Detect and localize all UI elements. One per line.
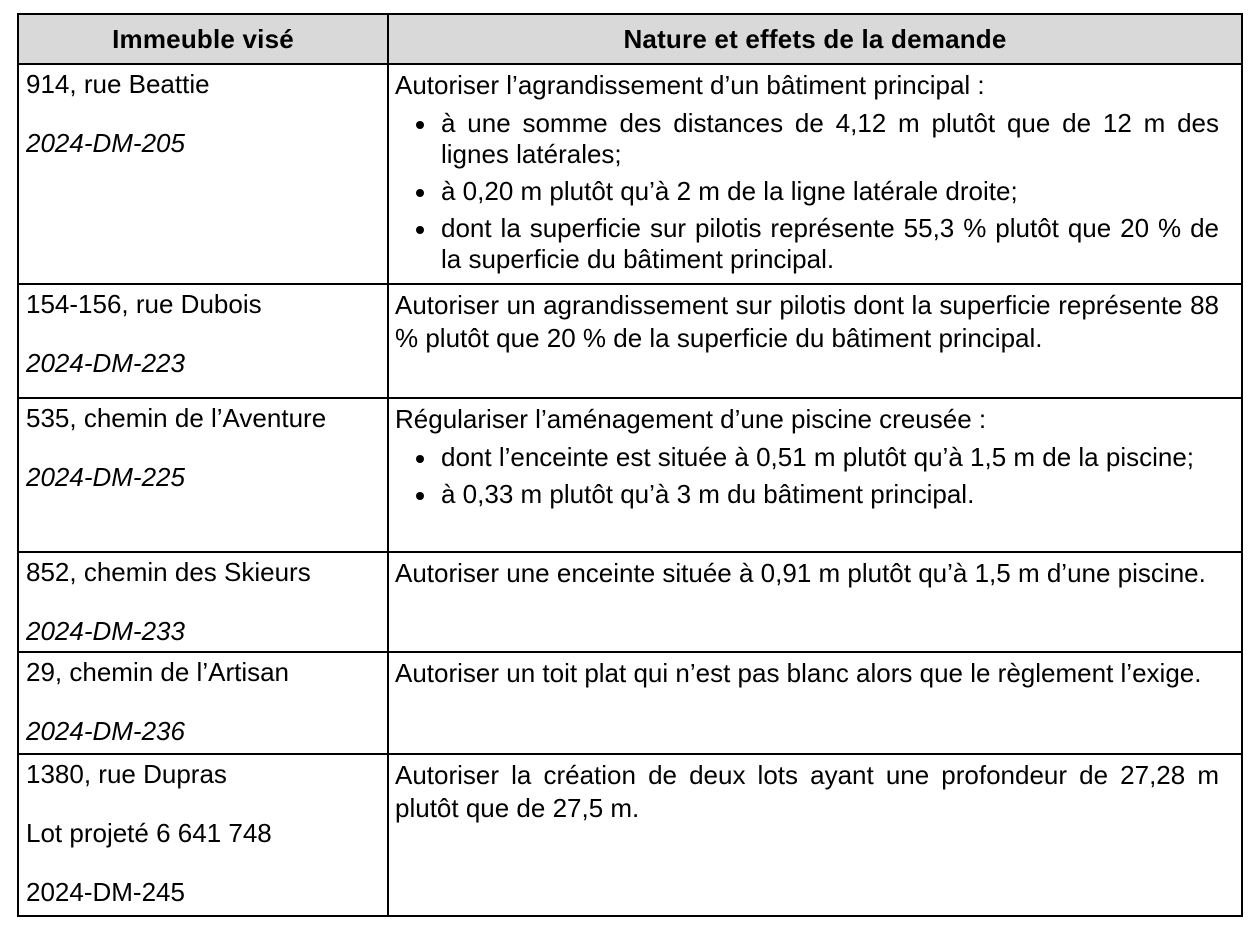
condition-item: à 0,33 m plutôt qu’à 3 m du bâtiment principal. <box>441 479 1219 510</box>
table-row <box>18 652 1242 754</box>
file-reference: 2024-DM-233 <box>26 616 185 646</box>
table-row <box>18 64 1242 284</box>
immeuble-cell <box>18 64 388 284</box>
demande-intro: Autoriser un toit plat qui n’est pas blanc alors que le règlement l’exige. <box>395 658 1202 688</box>
demande-cell <box>388 64 1242 284</box>
header-immeuble-vise: Immeuble visé <box>18 14 388 64</box>
table-row <box>18 754 1242 916</box>
header-nature-effets: Nature et effets de la demande <box>388 14 1242 64</box>
header-row <box>18 14 1242 64</box>
condition-item: dont la superficie sur pilotis représente 55,3 % plutôt que 20 % de la superficie du bâtiment principal. <box>441 213 1219 274</box>
immeuble-cell <box>18 754 388 916</box>
demande-cell <box>388 398 1242 552</box>
demande-intro: Autoriser une enceinte située à 0,91 m plutôt qu’à 1,5 m d’une piscine. <box>395 558 1206 588</box>
condition-list <box>395 108 1219 275</box>
immeuble-cell <box>18 398 388 552</box>
immeuble-cell <box>18 552 388 652</box>
condition-item: dont l’enceinte est située à 0,51 m plutôt qu’à 1,5 m de la piscine; <box>441 442 1219 473</box>
demande-intro: Autoriser l’agrandissement d’un bâtiment principal : <box>395 70 985 100</box>
file-reference: 2024-DM-223 <box>26 348 185 378</box>
demande-intro: Autoriser la création de deux lots ayant une profondeur de 27,28 m plutôt que de 27,5 m. <box>395 760 1219 823</box>
demande-intro: Autoriser un agrandissement sur pilotis dont la superficie représente 88 % plutôt que 20 % de la superficie du bâtiment principal. <box>395 290 1219 353</box>
demande-cell <box>388 284 1242 398</box>
address: 535, chemin de l’Aventure <box>26 403 327 433</box>
file-reference: 2024-DM-205 <box>26 128 185 158</box>
demande-cell <box>388 552 1242 652</box>
demande-cell <box>388 754 1242 916</box>
condition-item: à une somme des distances de 4,12 m plutôt que de 12 m des lignes latérales; <box>441 108 1219 169</box>
file-reference: 2024-DM-236 <box>26 716 185 746</box>
address: 914, rue Beattie <box>26 69 210 99</box>
demande-cell <box>388 652 1242 754</box>
table-row <box>18 552 1242 652</box>
file-reference: 2024-DM-225 <box>26 462 185 492</box>
table-row <box>18 398 1242 552</box>
immeuble-cell <box>18 652 388 754</box>
condition-item: à 0,20 m plutôt qu’à 2 m de la ligne latérale droite; <box>441 176 1219 207</box>
address: 852, chemin des Skieurs <box>26 557 311 587</box>
condition-list <box>395 442 1219 510</box>
address: 154-156, rue Dubois <box>26 289 262 319</box>
demands-table <box>17 13 1243 917</box>
address: 29, chemin de l’Artisan <box>26 657 290 687</box>
file-reference: 2024-DM-245 <box>26 877 185 907</box>
address: 1380, rue Dupras <box>26 759 227 789</box>
immeuble-cell <box>18 284 388 398</box>
demande-intro: Régulariser l’aménagement d’une piscine creusée : <box>395 404 987 434</box>
projected-lot: Lot projeté 6 641 748 <box>26 818 272 848</box>
table-row <box>18 284 1242 398</box>
